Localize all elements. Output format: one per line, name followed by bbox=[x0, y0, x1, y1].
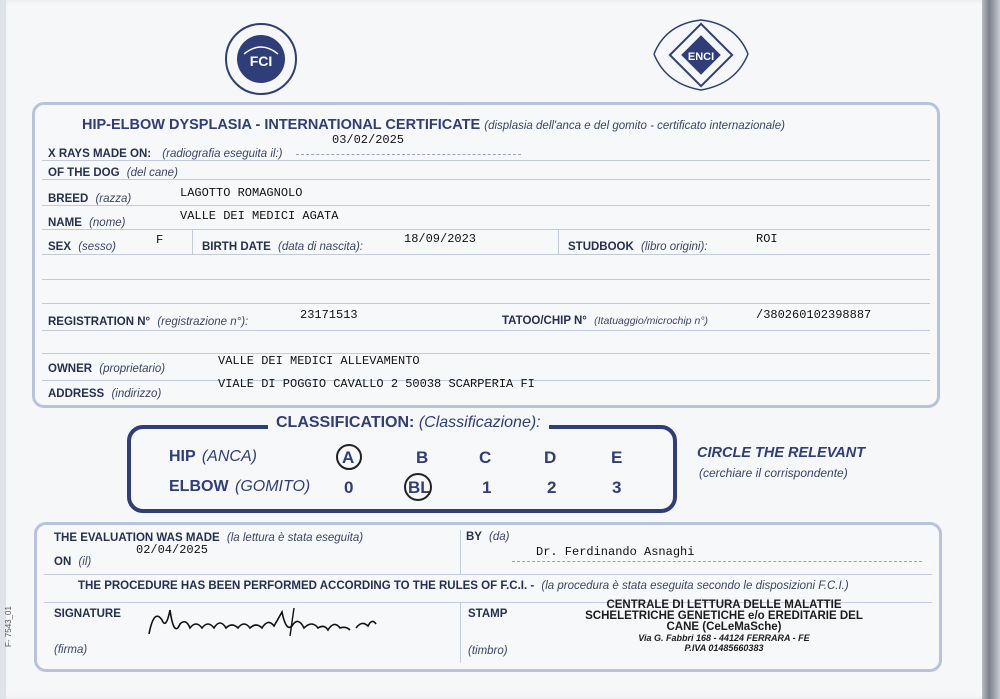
xray-date-line bbox=[296, 154, 521, 155]
owner-label: OWNER (proprietario) bbox=[48, 363, 166, 375]
name-label: NAME (nome) bbox=[48, 217, 126, 229]
hip-grade-d: D bbox=[544, 448, 557, 467]
column-divider bbox=[192, 229, 193, 254]
row-divider bbox=[42, 205, 930, 206]
hip-selected-circle bbox=[336, 444, 362, 470]
enci-logo bbox=[646, 14, 756, 96]
elbow-grade-3: 3 bbox=[612, 478, 622, 497]
elbow-grade-1: 1 bbox=[482, 478, 492, 497]
xray-label: X RAYS MADE ON: (radiografia eseguita il:) bbox=[48, 148, 283, 160]
elbow-grade-2: 2 bbox=[547, 478, 557, 497]
certificate-sheet bbox=[3, 0, 994, 699]
stamp-block bbox=[574, 600, 874, 653]
xray-date-value: 03/02/2025 bbox=[332, 133, 405, 147]
hip-row-label: HIP (ANCA) bbox=[169, 448, 257, 465]
breed-value: LAGOTTO ROMAGNOLO bbox=[180, 186, 303, 200]
row-divider bbox=[42, 179, 930, 180]
stamp-line-5: P.IVA 01485660383 bbox=[684, 643, 764, 653]
chip-label: TATOO/CHIP N° (Itatuaggio/microchip n°) bbox=[502, 315, 709, 327]
form-code: F- 7543_01 bbox=[3, 606, 13, 647]
stamp-line-3: CANE (CeLeMaSche) bbox=[666, 621, 782, 633]
birth-label: BIRTH DATE (data di nascita): bbox=[202, 241, 363, 253]
certificate-title-it: (displasia dell'anca e del gomito - certificato internazionale) bbox=[484, 120, 785, 132]
row-divider bbox=[42, 353, 930, 354]
column-divider bbox=[558, 229, 559, 254]
chip-value: /380260102398887 bbox=[756, 308, 872, 322]
hip-grade-c: C bbox=[479, 448, 492, 467]
classification-title: CLASSIFICATION: (Classificazione): bbox=[268, 414, 549, 432]
hip-grade-e: E bbox=[611, 448, 623, 467]
evaluation-on-label: ON (il) bbox=[54, 556, 92, 568]
fci-logo-text: FCI bbox=[249, 53, 273, 69]
stamp-line-4: Via G. Fabbri 168 - 44124 FERRARA - FE bbox=[638, 633, 810, 643]
circle-relevant-note-it: (cerchiare il corrispondente) bbox=[699, 466, 848, 480]
hip-grade-a: A bbox=[342, 448, 355, 467]
stamp-line-1: CENTRALE DI LETTURA DELLE MALATTIE bbox=[606, 599, 842, 611]
evaluation-date-value: 02/04/2025 bbox=[136, 543, 209, 557]
sex-label: SEX (sesso) bbox=[48, 241, 116, 253]
elbow-grade-bl: BL bbox=[408, 478, 431, 497]
fci-logo bbox=[224, 22, 298, 96]
row-divider bbox=[42, 303, 930, 304]
classification-frame bbox=[127, 425, 677, 513]
stamp-label-it: (timbro) bbox=[468, 645, 508, 657]
row-divider bbox=[42, 254, 930, 255]
registration-label: REGISTRATION N° (registrazione n°): bbox=[48, 316, 249, 328]
background-edge bbox=[982, 0, 1000, 699]
column-divider bbox=[460, 530, 461, 574]
evaluation-by-value: Dr. Ferdinando Asnaghi bbox=[536, 545, 695, 559]
hip-grade-b: B bbox=[416, 448, 429, 467]
sex-value: F bbox=[156, 233, 164, 247]
registration-value: 23171513 bbox=[300, 308, 358, 322]
circle-relevant-note: CIRCLE THE RELEVANT bbox=[697, 445, 866, 461]
elbow-grade-0: 0 bbox=[344, 478, 354, 497]
signature-label-it: (firma) bbox=[54, 644, 88, 656]
stamp-line-2: SCHELETRICHE GENETICHE e/o EREDITARIE DEL bbox=[585, 610, 863, 622]
owner-value: VALLE DEI MEDICI ALLEVAMENTO bbox=[218, 354, 420, 368]
address-label: ADDRESS (indirizzo) bbox=[48, 388, 162, 400]
elbow-row-label: ELBOW (GOMITO) bbox=[169, 478, 311, 495]
address-value: VIALE DI POGGIO CAVALLO 2 50038 SCARPERIA FI bbox=[218, 377, 535, 391]
evaluation-made-label: THE EVALUATION WAS MADE (la lettura è stata eseguita) bbox=[54, 532, 364, 544]
enci-logo-text: ENCI bbox=[687, 51, 715, 63]
by-line bbox=[512, 561, 922, 562]
row-divider bbox=[42, 330, 930, 331]
row-divider bbox=[42, 229, 930, 230]
birth-value: 18/09/2023 bbox=[404, 232, 477, 246]
stamp-label: STAMP bbox=[468, 608, 508, 620]
signature-image bbox=[144, 598, 384, 648]
evaluation-by-label: BY (da) bbox=[466, 531, 510, 543]
procedure-statement: THE PROCEDURE HAS BEEN PERFORMED ACCORDING TO THE RULES OF F.C.I. - (la procedura è stata eseguita secondo le disposizioni F.C.I.) bbox=[78, 580, 849, 592]
dog-label: OF THE DOG (del cane) bbox=[48, 167, 178, 179]
studbook-value: ROI bbox=[756, 232, 778, 246]
elbow-selected-circle bbox=[404, 473, 432, 501]
certificate-title: HIP-ELBOW DYSPLASIA - INTERNATIONAL CERTIFICATE (displasia dell'anca e del gomito - certificato internazionale) bbox=[82, 117, 785, 133]
studbook-label: STUDBOOK (libro origini): bbox=[568, 241, 708, 253]
column-divider bbox=[460, 603, 461, 663]
signature-label: SIGNATURE bbox=[54, 608, 121, 620]
row-divider bbox=[42, 160, 930, 161]
row-divider bbox=[42, 279, 930, 280]
row-divider bbox=[44, 574, 932, 575]
name-value: VALLE DEI MEDICI AGATA bbox=[180, 209, 339, 223]
breed-label: BREED (razza) bbox=[48, 193, 132, 205]
